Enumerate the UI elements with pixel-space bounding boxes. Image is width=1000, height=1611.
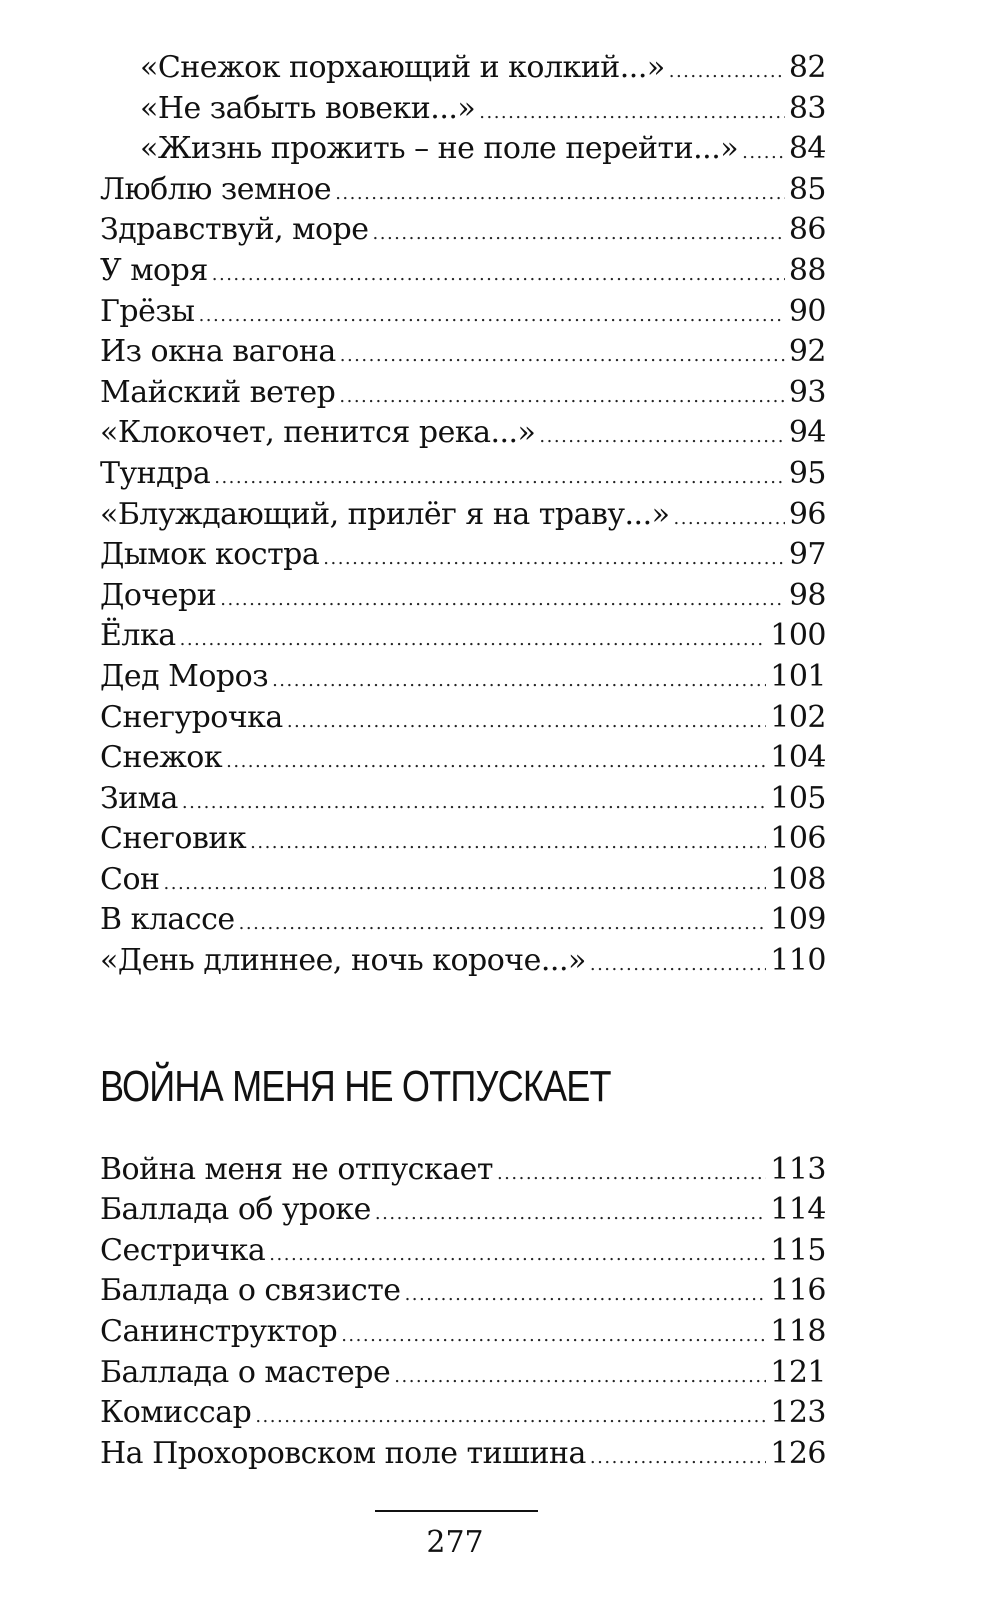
toc-entry-page: 109 [770,902,826,938]
toc-entry-page: 104 [770,740,826,776]
dot-leader [220,589,785,610]
toc-entry [100,862,826,903]
toc-entry-title: Баллада об уроке [100,1192,371,1228]
footer-rule [375,1510,538,1512]
toc-entry-title: Из окна вагона [100,334,336,370]
toc-entry-page: 90 [788,293,826,329]
toc-entry-title: Сестричка [100,1232,266,1268]
table-of-contents [100,50,826,1476]
toc-entry [100,1192,826,1233]
toc-entry [100,172,826,213]
dot-leader [394,1366,766,1387]
toc-entry [100,740,826,781]
toc-entry-page: 126 [770,1435,826,1471]
toc-entry-title: На Прохоровском поле тишина [100,1435,586,1471]
toc-entry [100,415,826,456]
toc-entry-title: Зима [100,780,178,816]
toc-entry-title: Снеговик [100,821,247,857]
toc-entry [100,781,826,822]
toc-entry-title: Здравствуй, море [100,212,369,248]
toc-entry [100,253,826,294]
toc-entry [100,902,826,943]
toc-entry-title: Дымок костра [100,537,320,573]
toc-entry-page: 95 [788,455,826,491]
toc-entry [100,497,826,538]
dot-leader [479,102,785,123]
toc-entry-page: 102 [770,699,826,735]
toc-entry [100,1355,826,1396]
dot-leader [180,629,767,650]
toc-entry-page: 115 [770,1232,826,1268]
toc-entry-title: Дед Мороз [100,658,269,694]
dot-leader [226,751,766,772]
toc-entry-page: 105 [770,780,826,816]
dot-leader [269,1244,766,1265]
toc-entry-title: «Клокочет, пенится река...» [100,415,536,451]
toc-entry-page: 110 [770,943,826,979]
toc-entry-page: 85 [788,171,826,207]
dot-leader [590,1447,766,1468]
toc-entry [100,1233,826,1274]
toc-entry-title: «День длиннее, ночь короче...» [100,943,586,979]
dot-leader [340,345,785,366]
toc-entry [100,821,826,862]
dot-leader [323,548,785,569]
toc-entry-page: 84 [788,131,826,167]
toc-entry-page: 82 [788,50,826,85]
dot-leader [214,467,785,488]
toc-entry-title: В классе [100,902,235,938]
toc-entry [100,212,826,253]
dot-leader [272,670,766,691]
toc-list-part1 [100,50,826,984]
toc-entry [100,294,826,335]
dot-leader [287,711,766,732]
toc-entry-page: 106 [770,821,826,857]
toc-entry-title: Ёлка [100,618,176,654]
toc-entry-page: 108 [770,861,826,897]
toc-entry-page: 121 [770,1354,826,1390]
toc-entry-page: 88 [788,252,826,288]
toc-entry-page: 123 [770,1395,826,1431]
toc-entry [100,700,826,741]
toc-entry [100,50,826,91]
section-title: ВОЙНА МЕНЯ НЕ ОТПУСКАЕТ [100,1061,611,1111]
toc-entry-page: 98 [788,577,826,613]
toc-entry [100,1152,826,1193]
dot-leader [199,305,785,326]
toc-entry-title: Комиссар [100,1395,252,1431]
dot-leader [182,792,766,813]
toc-entry-title: Дочери [100,577,217,613]
dot-leader [255,1406,766,1427]
toc-entry-page: 92 [788,334,826,370]
toc-entry-title: «Не забыть вовеки...» [140,90,476,126]
toc-entry-page: 86 [788,212,826,248]
toc-entry [100,334,826,375]
toc-entry-page: 114 [770,1192,826,1228]
toc-entry [100,618,826,659]
toc-entry-page: 113 [770,1151,826,1187]
toc-entry-title: Война меня не отпускает [100,1151,493,1187]
toc-entry [100,537,826,578]
toc-entry-title: Снегурочка [100,699,283,735]
toc-entry-page: 93 [788,374,826,410]
toc-entry-page: 100 [770,618,826,654]
toc-entry-title: Грёзы [100,293,195,329]
toc-entry-title: Баллада о связисте [100,1273,401,1309]
toc-entry [100,659,826,700]
dot-leader [375,1203,766,1224]
dot-leader [742,142,785,163]
dot-leader [539,426,784,447]
toc-entry-title: Майский ветер [100,374,336,410]
toc-entry [100,1273,826,1314]
toc-entry-title: Сон [100,861,160,897]
dot-leader [673,508,784,529]
dot-leader [405,1284,767,1305]
page-number: 277 [426,1525,484,1560]
toc-entry-title: «Снежок порхающий и колкий...» [140,50,665,85]
toc-entry-page: 83 [788,90,826,126]
toc-entry [100,456,826,497]
dot-leader [669,61,785,82]
toc-entry [100,375,826,416]
dot-leader [590,954,766,975]
toc-entry [100,131,826,172]
toc-entry-page: 116 [770,1273,826,1309]
toc-entry-page: 94 [788,415,826,451]
toc-entry-title: «Блуждающий, прилёг я на траву...» [100,496,670,532]
toc-entry-title: Баллада о мастере [100,1354,391,1390]
toc-entry [100,91,826,132]
dot-leader [250,832,766,853]
toc-entry-title: Снежок [100,740,223,776]
dot-leader [164,873,767,894]
toc-entry-title: Санинструктор [100,1314,338,1350]
toc-entry-title: «Жизнь прожить – не поле перейти...» [140,131,739,167]
dot-leader [335,183,785,204]
toc-entry-title: У моря [100,252,208,288]
toc-entry-page: 97 [788,537,826,573]
toc-list-part2 [100,1152,826,1477]
toc-entry [100,1436,826,1477]
toc-entry-page: 118 [770,1314,826,1350]
dot-leader [212,264,785,285]
toc-entry-title: Тундра [100,455,211,491]
dot-leader [373,223,785,244]
dot-leader [497,1163,766,1184]
dot-leader [341,1325,766,1346]
toc-entry [100,1395,826,1436]
toc-entry [100,943,826,984]
dot-leader [339,386,784,407]
dot-leader [239,913,767,934]
toc-entry-title: Люблю земное [100,171,332,207]
toc-entry-page: 101 [770,658,826,694]
toc-entry [100,578,826,619]
toc-entry-page: 96 [788,496,826,532]
toc-entry [100,1314,826,1355]
